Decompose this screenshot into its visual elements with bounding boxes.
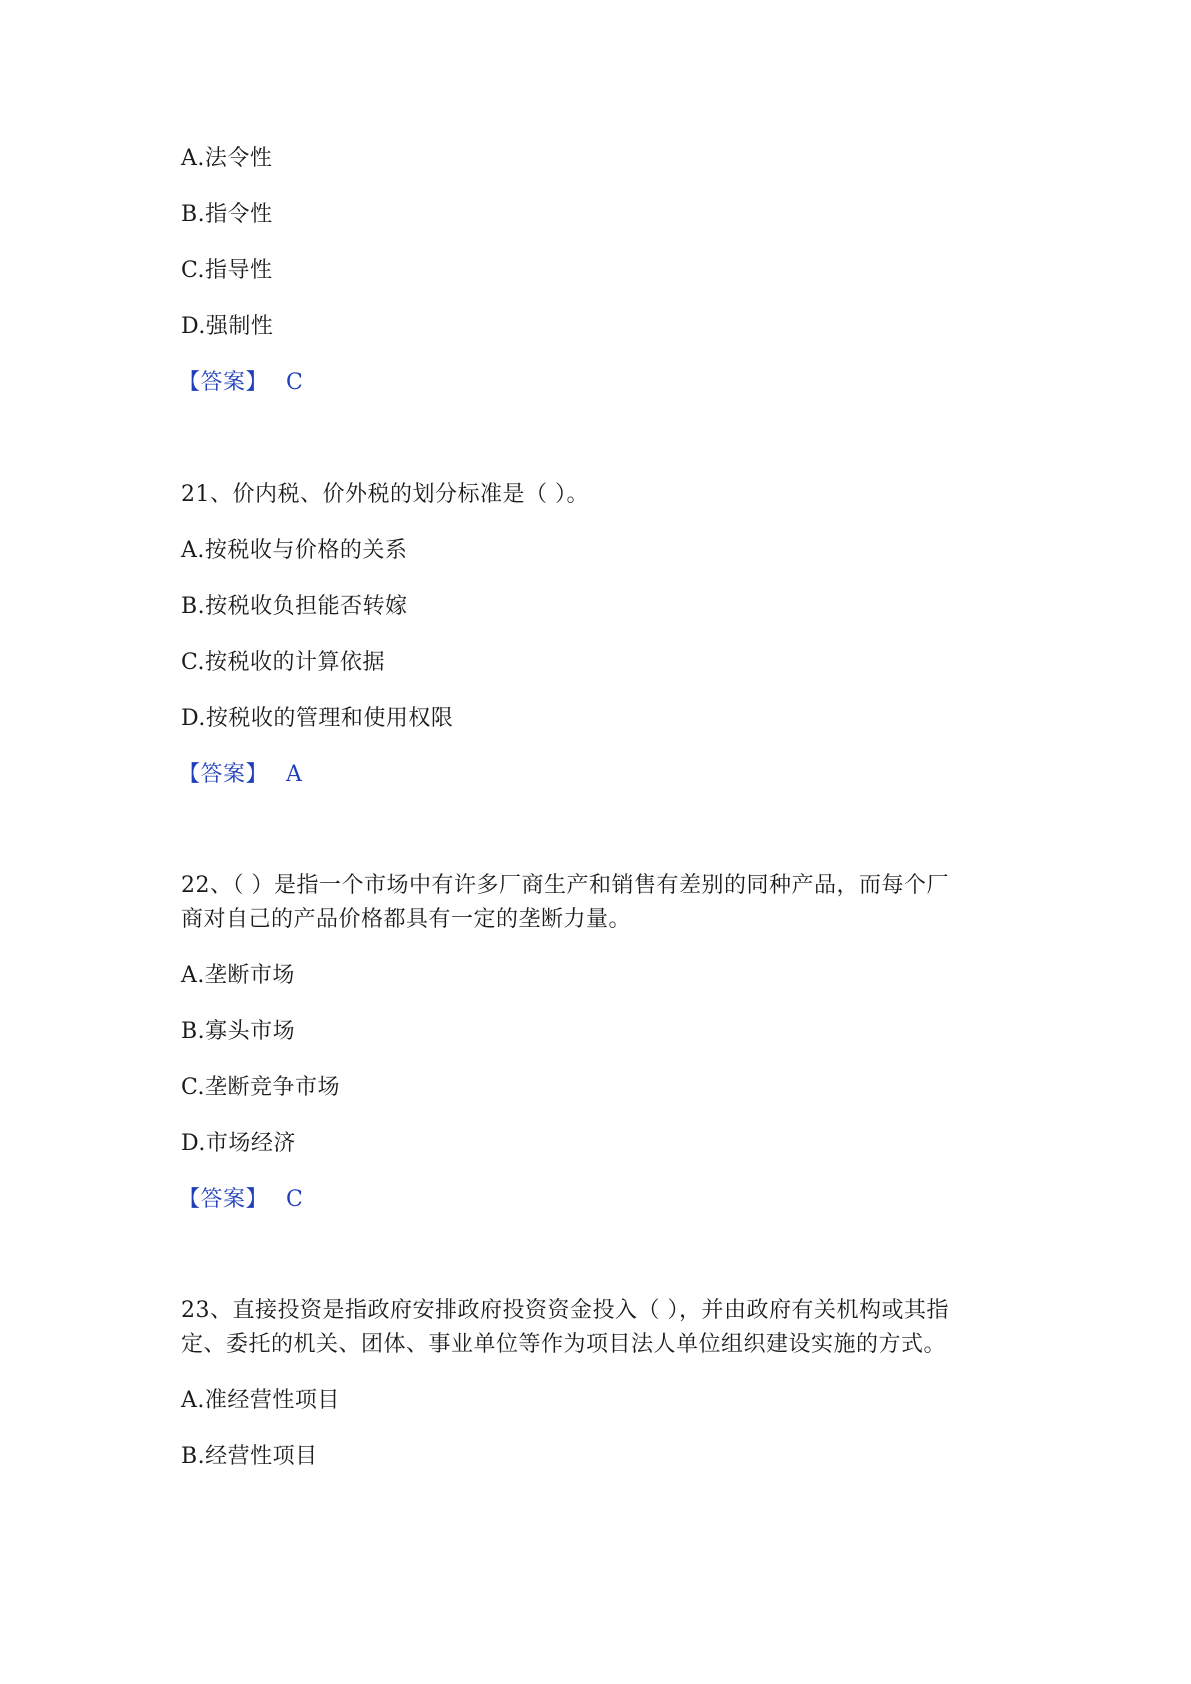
q21-question: 21、价内税、价外税的划分标准是（ ）。 — [181, 482, 589, 507]
q22-answer-label: 【答案】 — [178, 1187, 269, 1212]
q22-option-c: C.垄断竞争市场 — [181, 1075, 341, 1100]
q23-option-a: A.准经营性项目 — [181, 1388, 340, 1413]
q22-option-a: A.垄断市场 — [181, 963, 295, 988]
q20-option-b: B.指令性 — [181, 202, 273, 227]
q20-answer-value: C — [286, 370, 304, 395]
q20-option-d: D.强制性 — [181, 314, 274, 339]
q22-question-line2: 商对自己的产品价格都具有一定的垄断力量。 — [181, 907, 632, 932]
q20-option-c: C.指导性 — [181, 258, 273, 283]
q21-option-b: B.按税收负担能否转嫁 — [181, 594, 408, 619]
q20-answer — [178, 368, 303, 398]
q21-answer — [178, 760, 302, 790]
q21-option-a: A.按税收与价格的关系 — [181, 538, 408, 563]
q23-option-b: B.经营性项目 — [181, 1444, 318, 1469]
q22-option-b: B.寡头市场 — [181, 1019, 296, 1044]
q22-option-d: D.市场经济 — [181, 1131, 296, 1156]
q23-question-line2: 定、委托的机关、团体、事业单位等作为项目法人单位组织建设实施的方式。 — [181, 1332, 947, 1357]
q20-option-a: A.法令性 — [181, 146, 273, 171]
q22-answer — [178, 1185, 303, 1215]
q22-answer-value: C — [286, 1187, 304, 1212]
q22-question-line1: 22、（ ）是指一个市场中有许多厂商生产和销售有差别的同种产品，而每个厂 — [181, 873, 949, 898]
q21-answer-value: A — [286, 762, 303, 787]
q21-answer-label: 【答案】 — [178, 762, 269, 787]
q21-option-d: D.按税收的管理和使用权限 — [181, 706, 454, 731]
q23-question-line1: 23、直接投资是指政府安排政府投资资金投入（ ），并由政府有关机构或其指 — [181, 1298, 949, 1323]
q20-answer-label: 【答案】 — [178, 370, 269, 395]
q21-option-c: C.按税收的计算依据 — [181, 650, 386, 675]
